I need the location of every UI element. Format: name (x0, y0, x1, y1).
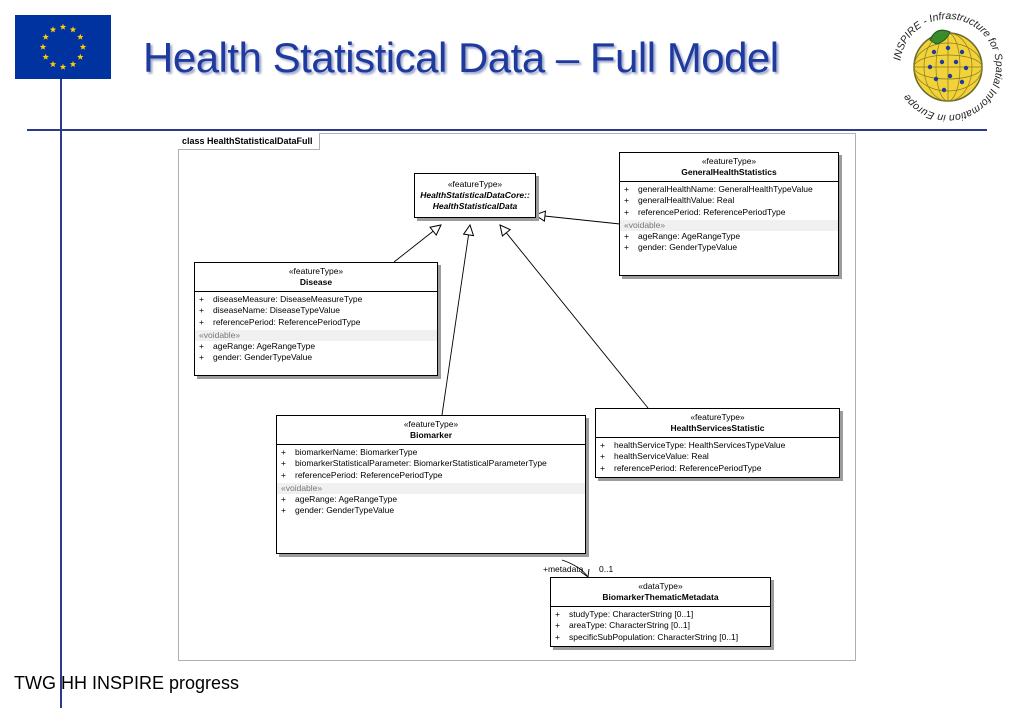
association-role-label: +metadata (543, 564, 584, 574)
attribute-row: + diseaseMeasure: DiseaseMeasureType (199, 294, 363, 304)
attribute-row: + generalHealthValue: Real (624, 195, 735, 206)
class-header (415, 174, 535, 217)
class-stereotype: «featureType» (288, 266, 344, 276)
class-health-statistical-data (414, 173, 536, 218)
attribute-row: + gender: GenderTypeValue (624, 242, 738, 253)
class-name: HealthServicesStatistic (670, 423, 765, 433)
class-general-health-statistics (619, 152, 839, 276)
class-stereotype: «featureType» (701, 156, 757, 166)
class-header (277, 416, 585, 445)
attribute-row: + gender: GenderTypeValue (199, 352, 313, 363)
class-name: Disease (299, 277, 333, 287)
class-disease (194, 262, 438, 376)
attribute-row: + referencePeriod: ReferencePeriodType (600, 462, 762, 473)
attribute-row: + biomarkerName: BiomarkerType (281, 447, 418, 457)
class-header (551, 578, 770, 607)
generalization-biomarker-line (442, 225, 470, 415)
class-biomarker-thematic-metadata (550, 577, 771, 647)
class-health-services-statistic (595, 408, 840, 478)
attribute-row: + diseaseName: DiseaseTypeValue (199, 305, 340, 316)
voidable-label: «voidable» (277, 483, 585, 494)
class-stereotype: «dataType» (638, 581, 683, 591)
class-biomarker (276, 415, 586, 554)
class-name: Biomarker (409, 430, 453, 440)
attribute-row: + biomarkerStatisticalParameter: BiomarkerStatisticalParameterType (281, 458, 547, 469)
logo-ring-text: INSPIRE - Infrastructure for Spatial Information in Europe (891, 12, 1006, 122)
attribute-row: + ageRange: AgeRangeType (624, 231, 741, 242)
attribute-row: + specificSubPopulation: CharacterString [0..1] (555, 631, 739, 642)
generalization-disease-line (394, 225, 441, 262)
attribute-list (277, 445, 585, 553)
attribute-row: + referencePeriod: ReferencePeriodType (199, 316, 361, 327)
class-header (596, 409, 839, 438)
footer-text: TWG HH INSPIRE progress (14, 673, 240, 693)
attribute-list (195, 292, 437, 375)
attribute-row: + referencePeriod: ReferencePeriodType (624, 206, 786, 217)
attribute-list (620, 182, 838, 275)
attribute-list (596, 438, 839, 477)
attribute-row: + generalHealthName: GeneralHealthTypeValue (624, 184, 813, 194)
class-stereotype: «featureType» (690, 412, 745, 422)
attribute-row: + referencePeriod: ReferencePeriodType (281, 469, 443, 480)
class-header (620, 153, 838, 182)
attribute-row: + healthServiceType: HealthServicesTypeValue (600, 440, 786, 450)
voidable-label: «voidable» (620, 220, 838, 231)
class-name: HealthStatisticalDataCore:: (420, 190, 530, 200)
class-name: BiomarkerThematicMetadata (602, 592, 719, 602)
attribute-list (551, 607, 770, 646)
attribute-row: + ageRange: AgeRangeType (281, 494, 398, 505)
class-header (195, 263, 437, 292)
class-name-line2: HealthStatisticalData (432, 201, 518, 211)
class-stereotype: «featureType» (447, 179, 503, 189)
class-stereotype: «featureType» (403, 419, 459, 429)
voidable-label: «voidable» (195, 330, 437, 341)
attribute-row: + gender: GenderTypeValue (281, 505, 395, 516)
attribute-row: + healthServiceValue: Real (600, 451, 709, 462)
attribute-row: + ageRange: AgeRangeType (199, 341, 316, 352)
attribute-row: + studyType: CharacterString [0..1] (555, 609, 694, 619)
generalization-general-line (535, 215, 620, 224)
association-multiplicity-label: 0..1 (599, 564, 614, 574)
class-name: GeneralHealthStatistics (681, 167, 777, 177)
page-title: Health Statistical Data – Full Model (143, 34, 779, 81)
attribute-row: + areaType: CharacterString [0..1] (555, 620, 690, 631)
diagram-frame-label: class HealthStatisticalDataFull (178, 133, 320, 150)
